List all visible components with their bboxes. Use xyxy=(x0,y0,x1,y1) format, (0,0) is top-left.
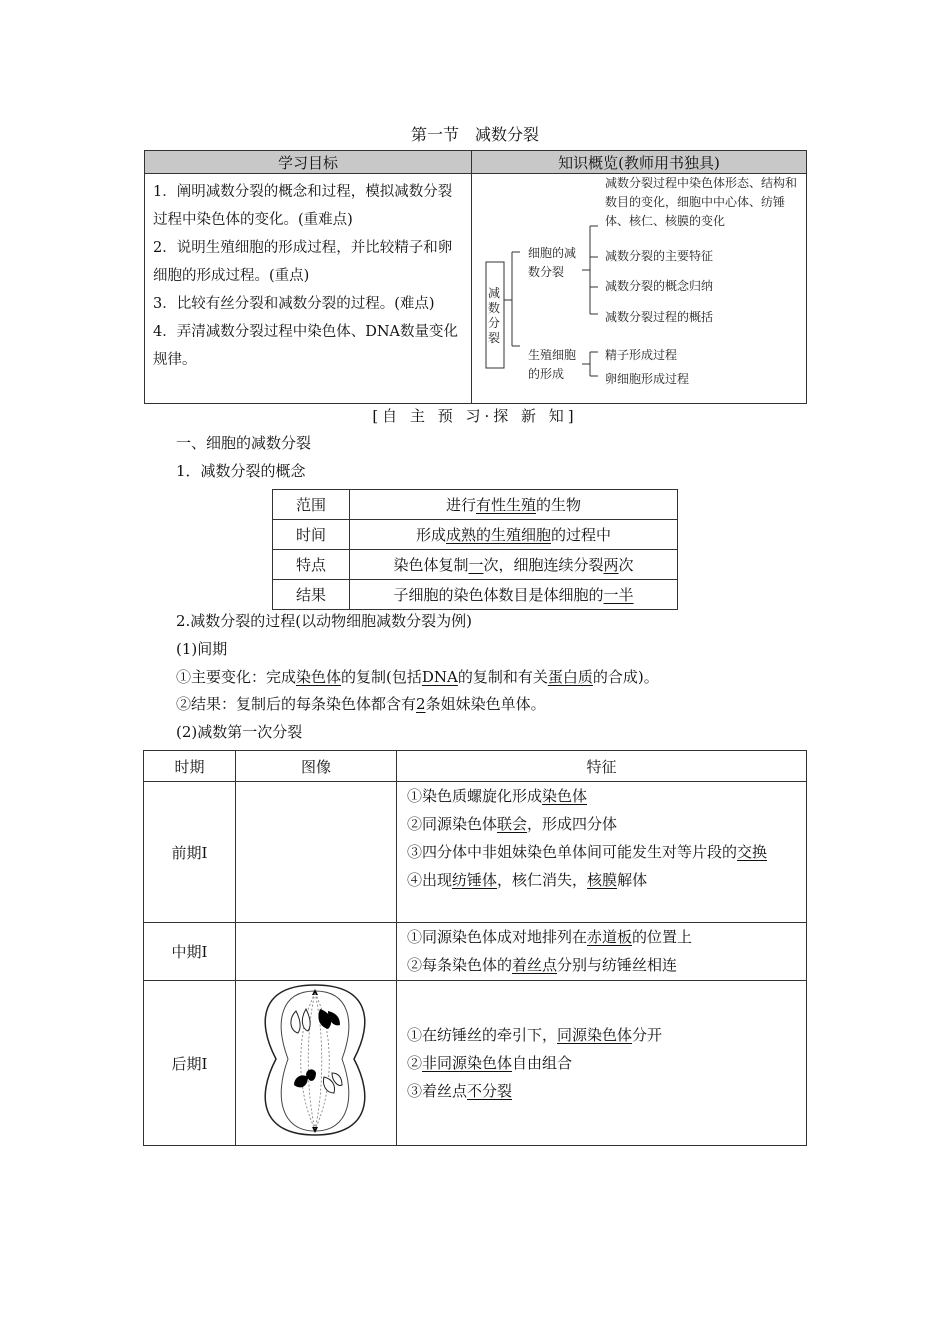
col-header: 图像 xyxy=(236,751,397,782)
meiosis1-heading: (2)减数第一次分裂 xyxy=(176,723,303,741)
phase-table xyxy=(143,750,807,1146)
interphase-line: ①主要变化：完成染色体的复制(包括DNA的复制和有关蛋白质的合成)。 xyxy=(176,668,659,686)
row-value: 形成成熟的生殖细胞的过程中 xyxy=(350,520,678,550)
interphase-line: ②结果：复制后的每条染色体都含有2条姐妹染色单体。 xyxy=(176,695,546,713)
row-value: 染色体复制一次，细胞连续分裂两次 xyxy=(350,550,678,580)
row-key: 结果 xyxy=(273,580,350,610)
map-branch-cell-meiosis: 细胞的减数分裂 xyxy=(528,246,577,279)
interphase-heading: (1)间期 xyxy=(176,640,228,658)
row-key: 范围 xyxy=(273,490,350,520)
table-row xyxy=(144,923,807,981)
goal-item: 1．阐明减数分裂的概念和过程，模拟减数分裂过程中染色体的变化。(重难点) xyxy=(153,184,453,228)
col-header: 特征 xyxy=(397,751,807,782)
table-row xyxy=(273,580,678,610)
map-item: 精子形成过程 xyxy=(605,348,678,362)
section-heading: 一、细胞的减数分裂 xyxy=(176,434,312,452)
goals-cell xyxy=(145,174,472,404)
map-item: 减数分裂的主要特征 xyxy=(605,249,714,263)
col-header: 时期 xyxy=(144,751,236,782)
row-value: 进行有性生殖的生物 xyxy=(350,490,678,520)
phase-label: 后期Ⅰ xyxy=(144,981,236,1146)
subsection-heading: 1．减数分裂的概念 xyxy=(176,462,306,480)
map-item: 卵细胞形成过程 xyxy=(605,372,690,386)
subsection-heading: 2.减数分裂的过程(以动物细胞减数分裂为例) xyxy=(176,612,473,630)
table-row xyxy=(273,520,678,550)
phase-label: 中期Ⅰ xyxy=(144,923,236,981)
cell-division-figure xyxy=(236,981,394,1141)
goal-item: 3．比较有丝分裂和减数分裂的过程。(难点) xyxy=(153,296,435,312)
phase-features: ①同源染色体成对地排列在赤道板的位置上 ②每条染色体的着丝点分别与纺锤丝相连 xyxy=(397,923,807,981)
phase-image-empty xyxy=(236,782,397,923)
row-key: 时间 xyxy=(273,520,350,550)
map-branch-germ-cell: 生殖细胞的形成 xyxy=(528,348,577,381)
overview-header: 知识概览(教师用书独具) xyxy=(472,151,807,174)
phase-label: 前期Ⅰ xyxy=(144,782,236,923)
row-value: 子细胞的染色体数目是体细胞的一半 xyxy=(350,580,678,610)
row-key: 特点 xyxy=(273,550,350,580)
goal-item: 4．弄清减数分裂过程中染色体、DNA数量变化规律。 xyxy=(153,324,459,368)
phase-image-empty xyxy=(236,923,397,981)
goal-item: 2．说明生殖细胞的形成过程，并比较精子和卵细胞的形成过程。(重点) xyxy=(153,240,453,284)
table-row xyxy=(144,782,807,923)
map-item: 减数分裂过程中染色体形态、结构和数目的变化，细胞中中心体、纺锤体、核仁、核膜的变化 xyxy=(605,176,798,228)
phase-features: ①染色质螺旋化形成染色体 ②同源染色体联会，形成四分体 ③四分体中非姐妹染色单体间可能发生对等片段的交换 ④出现纺锤体，核仁消失，核膜解体 xyxy=(397,782,807,923)
anaphase-figure xyxy=(236,981,397,1146)
map-item: 减数分裂的概念归纳 xyxy=(605,279,714,293)
table-row xyxy=(144,981,807,1146)
page-title: 第一节 减数分裂 xyxy=(410,125,539,144)
concept-table xyxy=(272,489,678,610)
map-item: 减数分裂过程的概括 xyxy=(605,310,714,324)
map-root: 减数分裂 xyxy=(488,286,501,345)
section-banner: [自 主 预 习·探 新 知] xyxy=(372,407,578,425)
table-row xyxy=(273,490,678,520)
concept-map xyxy=(472,174,807,404)
phase-features: ①在纺锤丝的牵引下，同源染色体分开 ②非同源染色体自由组合 ③着丝点不分裂 xyxy=(397,981,807,1146)
goals-header: 学习目标 xyxy=(145,151,472,174)
overview-table xyxy=(144,150,807,404)
table-row xyxy=(273,550,678,580)
